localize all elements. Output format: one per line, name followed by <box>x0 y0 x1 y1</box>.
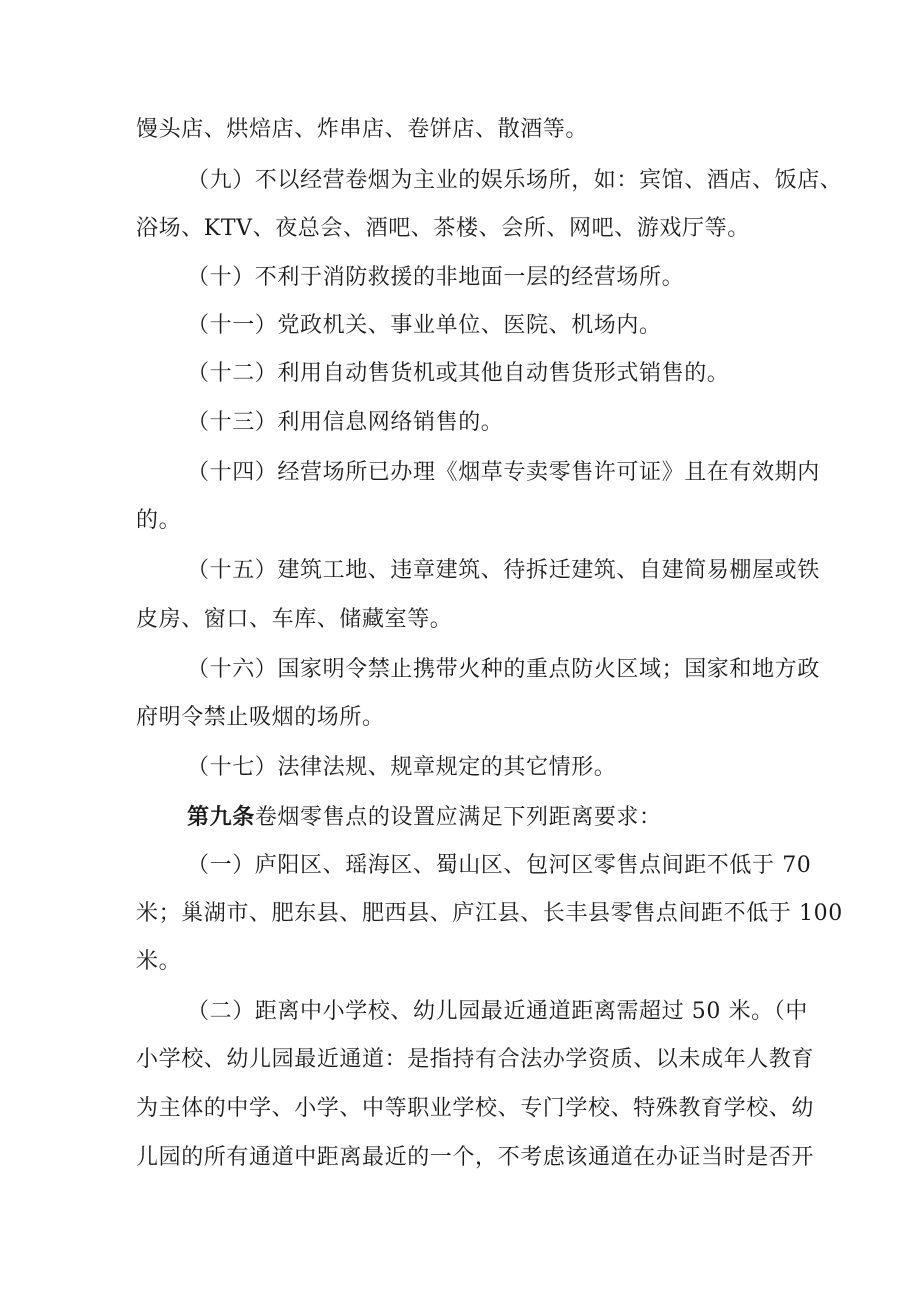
text-line: 米；巢湖市、肥东县、肥西县、庐江县、长丰县零售点间距不低于 100 <box>136 901 843 926</box>
article-line <box>187 802 662 833</box>
text-line: （十三）利用信息网络销售的。 <box>187 410 504 435</box>
text-line: 小学校、幼儿园最近通道：是指持有合法办学资质、以未成年人教育 <box>136 1047 815 1072</box>
text-line: （二）距离中小学校、幼儿园最近通道距离需超过 50 米。（中 <box>187 999 808 1024</box>
text-line: 儿园的所有通道中距离最近的一个，不考虑该通道在办证当时是否开 <box>136 1145 815 1170</box>
text-line: 米。 <box>136 949 182 974</box>
text-line: （十二）利用自动售货机或其他自动售货形式销售的。 <box>187 361 730 386</box>
text-line: 馒头店、烘焙店、炸串店、卷饼店、散酒等。 <box>136 117 589 142</box>
text-line: （十七）法律法规、规章规定的其它情形。 <box>187 755 617 780</box>
article-heading: 第九条 <box>187 804 255 830</box>
text-line: （十）不利于消防救援的非地面一层的经营场所。 <box>187 265 685 290</box>
text-line: （十五）建筑工地、违章建筑、待拆迁建筑、自建简易棚屋或铁 <box>187 558 820 583</box>
text-line: （十六）国家明令禁止携带火种的重点防火区域；国家和地方政 <box>187 657 820 682</box>
text-line: 的。 <box>136 508 182 533</box>
text-line: （十四）经营场所已办理《烟草专卖零售许可证》且在有效期内 <box>187 460 820 485</box>
text-line: 浴场、KTV、夜总会、酒吧、茶楼、会所、网吧、游戏厅等。 <box>136 216 750 241</box>
text-line: 皮房、窗口、车库、储藏室等。 <box>136 607 453 632</box>
text-line: （一）庐阳区、瑶海区、蜀山区、包河区零售点间距不低于 70 <box>187 853 812 878</box>
text-line: （九）不以经营卷烟为主业的娱乐场所，如：宾馆、酒店、饭店、 <box>187 168 843 193</box>
text-line: 为主体的中学、小学、中等职业学校、专门学校、特殊教育学校、幼 <box>136 1096 815 1121</box>
text-line: （十一）党政机关、事业单位、医院、机场内。 <box>187 313 662 338</box>
text-line: 府明令禁止吸烟的场所。 <box>136 705 385 730</box>
article-text: 卷烟零售点的设置应满足下列距离要求： <box>254 805 662 830</box>
